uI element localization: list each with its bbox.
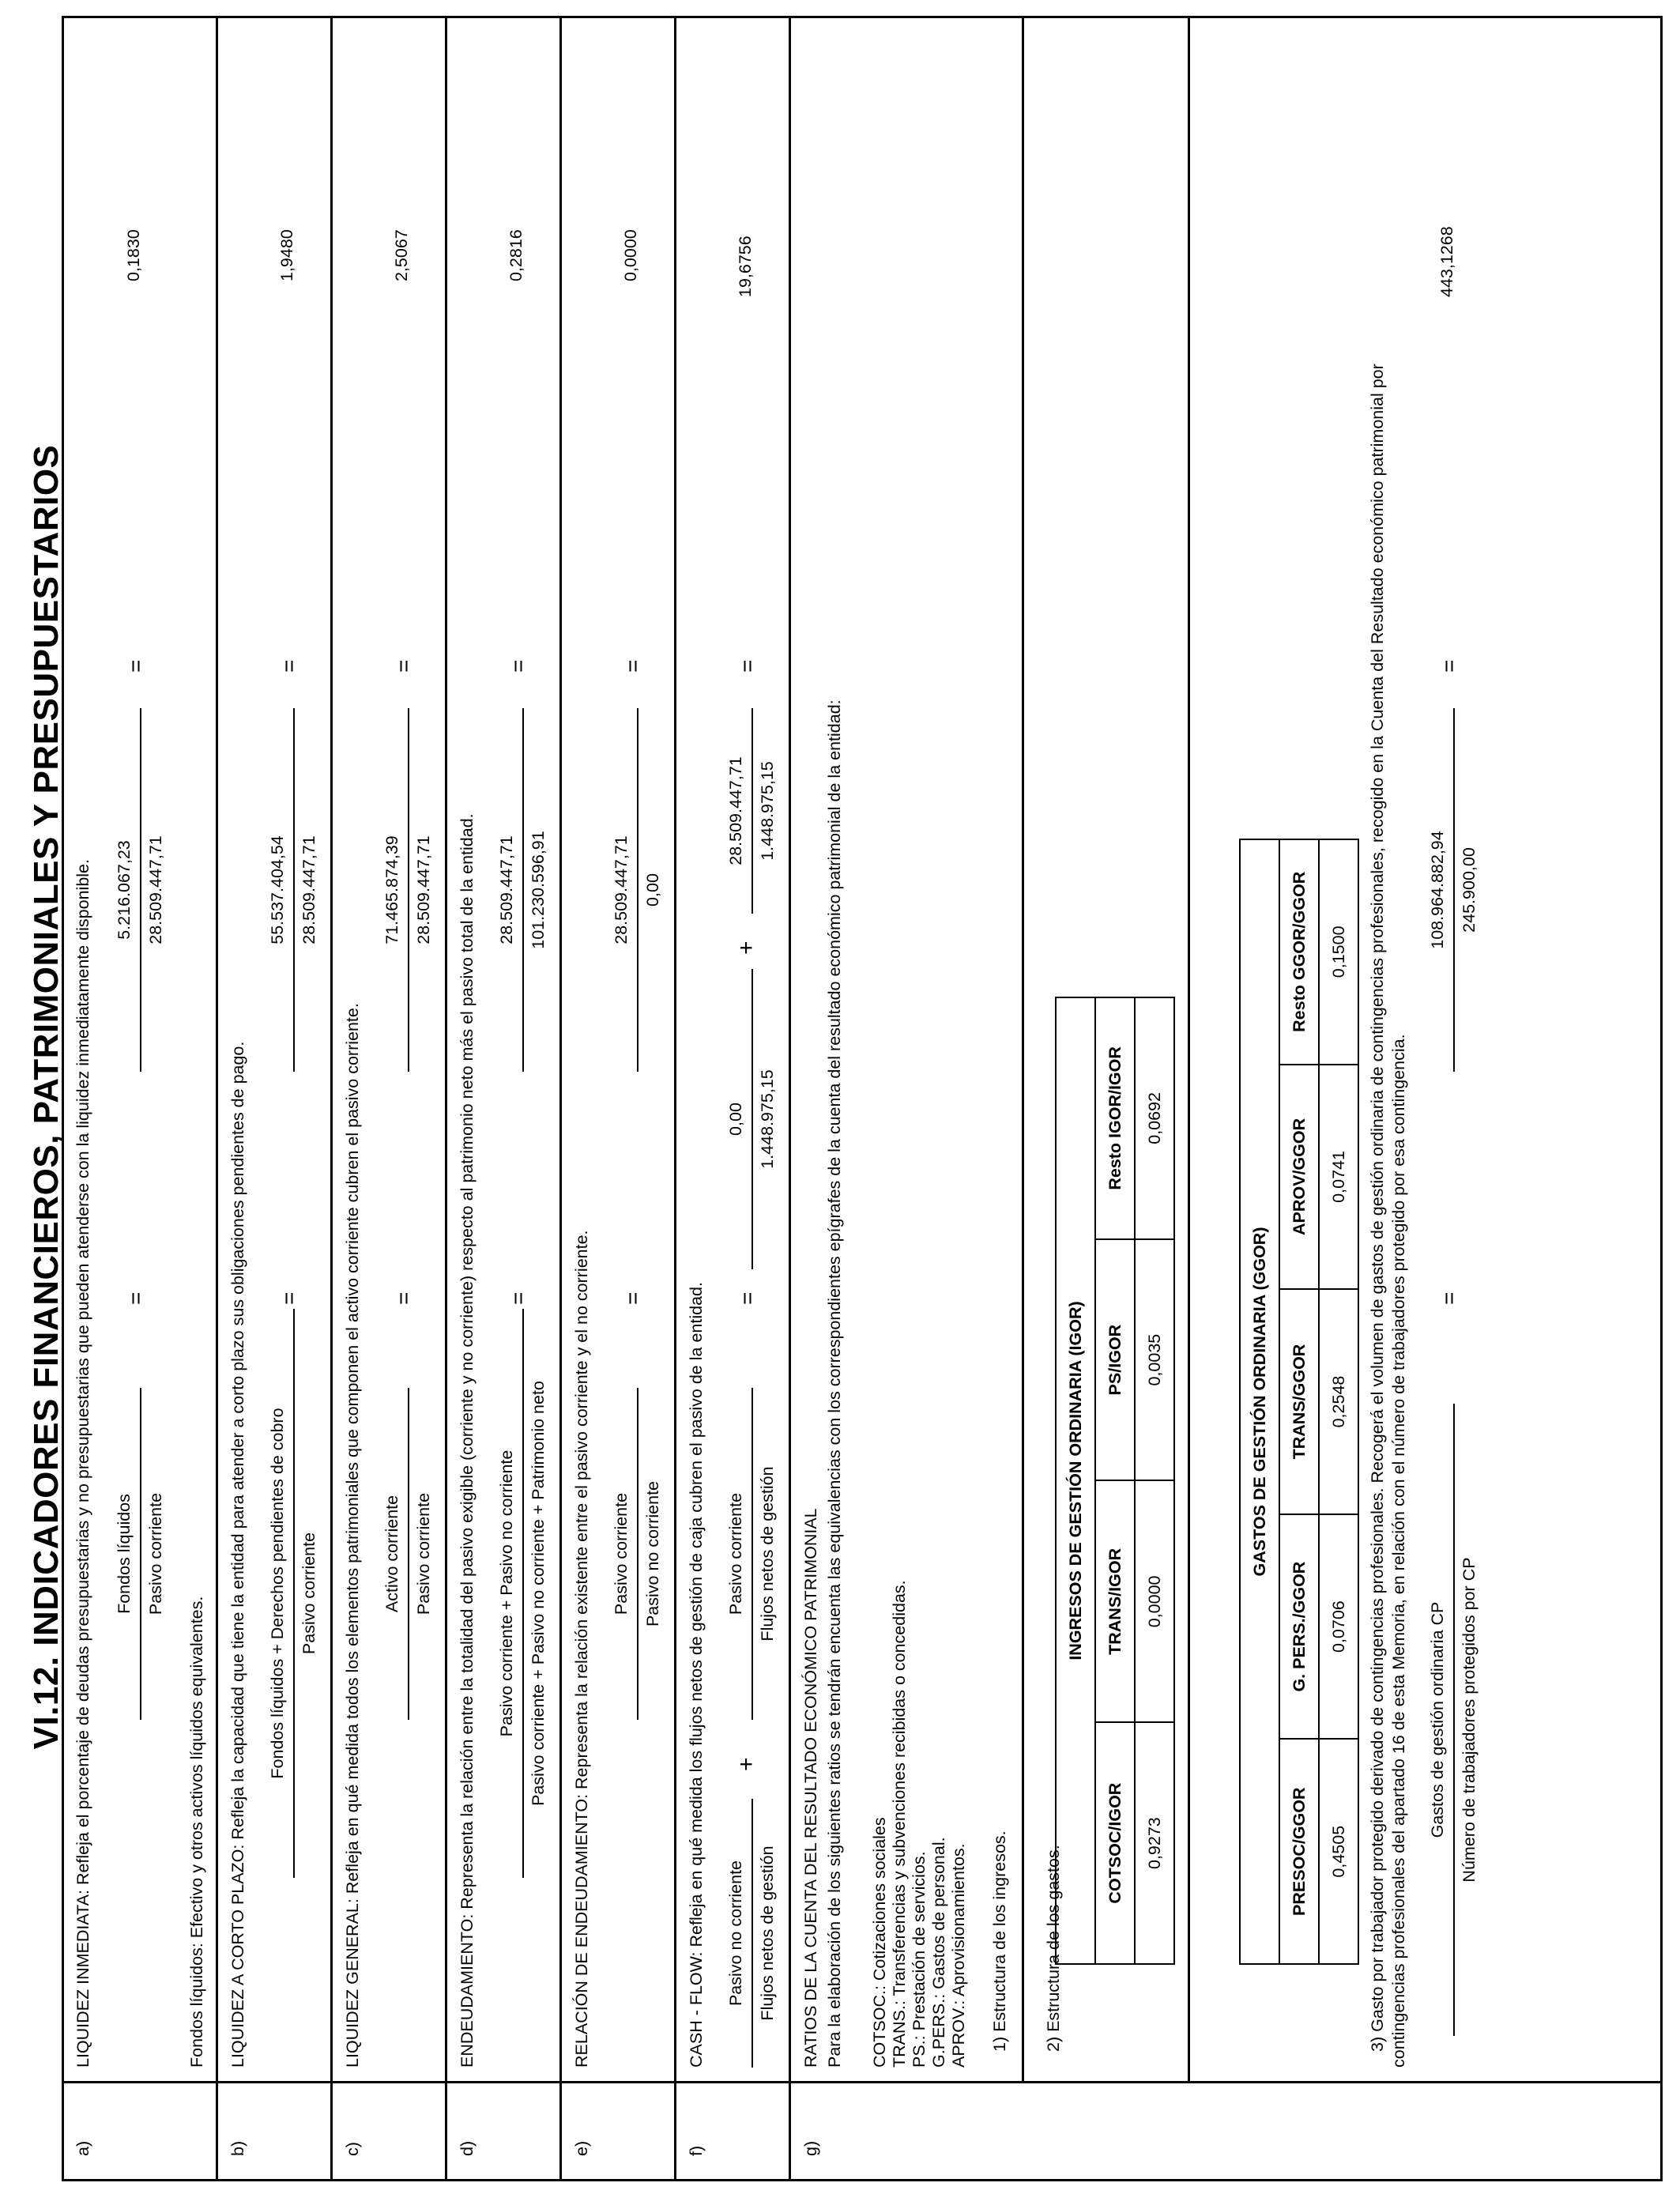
result-value: 0,0000: [621, 229, 640, 281]
fraction-bar: [751, 1388, 753, 1720]
denominator-value: 1.448.975,15: [758, 761, 777, 861]
gastos-col-header: G. PERS./GGOR: [1279, 1514, 1319, 1740]
letter-column-divider: [62, 2081, 1663, 2083]
denominator-label: Flujos netos de gestión: [758, 1845, 777, 2021]
equals-sign: =: [735, 1291, 759, 1305]
fraction-bar: [751, 969, 753, 1269]
legend-item: APROV.: Aprovisionamientos.: [949, 1843, 968, 2068]
equals-sign: =: [391, 1291, 416, 1305]
section-letter: b): [228, 2140, 247, 2156]
section-letter: f): [687, 2145, 706, 2156]
cp-description: 3) Gasto por trabajador protegido derivado de contingencias profesionales. Recogerá el volumen de gastos de gestión ordinaria de contingencias profesionales, recogido en la Cuenta del Resultado económico patrimonial por: [1368, 364, 1387, 2052]
divider-f-g: [789, 16, 791, 2181]
numerator-label: Gastos de gestión ordinaria CP: [1428, 1601, 1447, 1838]
legend-item: COTSOC.: Cotizaciones sociales: [870, 1817, 889, 2068]
result-value: 19,6756: [736, 236, 755, 297]
ingresos-table-title: INGRESOS DE GESTIÓN ORDINARIA (IGOR): [1056, 997, 1095, 1964]
equals-sign: =: [506, 1291, 530, 1305]
plus-sign: +: [733, 941, 759, 955]
fraction-bar: [637, 1388, 638, 1720]
numerator-label: Pasivo corriente + Pasivo no corriente: [497, 1449, 516, 1737]
gastos-label: 2) Estructura de los gastos.: [1044, 1845, 1063, 2052]
divider-d-e: [559, 16, 562, 2181]
numerator-label: Pasivo corriente: [726, 1492, 745, 1615]
equals-sign: =: [1437, 1291, 1461, 1305]
gastos-table: [1239, 839, 1359, 1965]
denominator-label: Número de trabajadores protegidos por CP: [1460, 1557, 1478, 1883]
numerator-label: Fondos líquidos: [115, 1494, 134, 1614]
divider-b-c: [330, 16, 333, 2181]
equals-sign: =: [506, 659, 530, 673]
denominator-value: 245.900,00: [1460, 847, 1478, 933]
section-letter: a): [73, 2140, 92, 2156]
gastos-cell: 0,4505: [1319, 1739, 1358, 1964]
fraction-bar: [293, 708, 295, 1072]
gastos-cell: 0,2548: [1319, 1289, 1358, 1514]
gastos-col-header: PRESOC/GGOR: [1279, 1739, 1319, 1964]
numerator-value: 5.216.067,23: [115, 840, 134, 940]
result-value: 1,9480: [277, 229, 296, 281]
denominator-label: Flujos netos de gestión: [758, 1466, 777, 1642]
denominator-label: Pasivo no corriente: [643, 1480, 662, 1627]
section-heading: RATIOS DE LA CUENTA DEL RESULTADO ECONÓMICO PATRIMONIAL: [801, 1508, 820, 2068]
gastos-col-header: Resto GGOR/GGOR: [1279, 839, 1319, 1065]
denominator-value: 1.448.975,15: [758, 1069, 777, 1169]
result-value: 2,5067: [392, 229, 411, 281]
divider-g1-g2: [1022, 16, 1024, 2083]
section-letter: d): [458, 2140, 477, 2156]
gastos-table-title: GASTOS DE GESTIÓN ORDINARIA (GGOR): [1240, 839, 1279, 1964]
section-letter: g): [801, 2140, 820, 2156]
ingresos-col-header: PS/IGOR: [1095, 1239, 1135, 1481]
section-heading: LIQUIDEZ INMEDIATA: Refleja el porcentaje de deudas presupuestarias y no presupuestarias que pueden atenderse con la liquidez inmediatamente disponible.: [73, 859, 92, 2068]
fraction-bar: [293, 1309, 295, 1878]
denominator-value: 28.509.447,71: [414, 835, 433, 944]
result-value: 0,2816: [507, 229, 525, 281]
section-intro: Para la elaboración de los siguientes ratios se tendrán encuenta las equivalencias con los correspondientes epígrafes de la cuenta del resultado económico patrimonial de la entidad:: [825, 699, 844, 2068]
ingresos-cell: 0,0692: [1135, 997, 1174, 1239]
fraction-bar: [751, 1799, 753, 2068]
equals-sign: =: [735, 659, 759, 673]
denominator-value: 28.509.447,71: [299, 835, 318, 944]
section-letter: e): [572, 2140, 591, 2156]
divider-c-d: [445, 16, 447, 2181]
cp-description-cont: contingencias profesionales del apartado 16 de esta Memoria, en relación con el número de trabajadores protegido por esa contingencia.: [1389, 1034, 1408, 2068]
denominator-label: Pasivo corriente: [299, 1532, 318, 1655]
numerator-label: Activo corriente: [382, 1495, 401, 1613]
numerator-value: 28.509.447,71: [497, 835, 516, 944]
legend-item: G.PERS.: Gastos de personal.: [929, 1837, 948, 2068]
numerator-value: 28.509.447,71: [726, 756, 745, 865]
ingresos-col-header: COTSOC/IGOR: [1095, 1722, 1135, 1964]
fraction-bar: [408, 1388, 409, 1720]
numerator-label: Pasivo no corriente: [726, 1860, 745, 2007]
equals-sign: =: [391, 659, 416, 673]
section-heading: LIQUIDEZ A CORTO PLAZO: Refleja la capacidad que tiene la entidad para atender a corto plazo sus obligaciones pendientes de pago.: [228, 1041, 247, 2068]
numerator-value: 55.537.404,54: [268, 835, 287, 944]
divider-a-b: [216, 16, 218, 2181]
equals-sign: =: [277, 1291, 301, 1305]
fraction-bar: [1453, 708, 1455, 1072]
gastos-cell: 0,1500: [1319, 839, 1358, 1065]
section-heading: RELACIÓN DE ENDEUDAMIENTO: Representa la relación existente entre el pasivo corriente y el no corriente.: [572, 1230, 591, 2068]
ingresos-label: 1) Estructura de los ingresos.: [990, 1830, 1009, 2052]
ingresos-table: [1055, 997, 1175, 1965]
equals-sign: =: [123, 1291, 148, 1305]
ingresos-cell: 0,0000: [1135, 1481, 1174, 1723]
fraction-bar: [140, 1388, 141, 1720]
equals-sign: =: [277, 659, 301, 673]
section-heading: ENDEUDAMIENTO: Representa la relación entre la totalidad del pasivo exigible (corriente y no corriente) respecto al patrimonio neto más el pasivo total de la entidad.: [458, 813, 477, 2068]
page-title: VI.12. INDICADORES FINANCIEROS, PATRIMONIALES Y PRESUPUESTARIOS: [27, 444, 66, 1750]
denominator-label: Pasivo corriente: [414, 1492, 433, 1615]
ingresos-col-header: Resto IGOR/IGOR: [1095, 997, 1135, 1239]
ingresos-cell: 0,0035: [1135, 1239, 1174, 1481]
result-value: 443,1268: [1437, 226, 1456, 297]
equals-sign: =: [1437, 659, 1461, 673]
numerator-value: 108.964.882,94: [1428, 831, 1447, 949]
equals-sign: =: [123, 659, 148, 673]
equals-sign: =: [620, 1291, 645, 1305]
equals-sign: =: [620, 659, 645, 673]
section-heading: LIQUIDEZ GENERAL: Refleja en qué medida todos los elementos patrimoniales que componen el activo corriente cubren el pasivo corriente.: [343, 1003, 362, 2068]
numerator-value: 0,00: [726, 1103, 745, 1136]
divider-e-f: [674, 16, 676, 2181]
gastos-col-header: APROV/GGOR: [1279, 1065, 1319, 1290]
denominator-label: Pasivo corriente + Pasivo no corriente + Patrimonio neto: [529, 1381, 548, 1806]
legend-item: TRANS.: Transferencias y subvenciones recibidas o concedidas.: [890, 1580, 909, 2068]
result-value: 0,1830: [124, 229, 143, 281]
legend-item: PS.: Prestación de servicios.: [910, 1851, 929, 2068]
denominator-value: 0,00: [643, 873, 662, 907]
numerator-label: Pasivo corriente: [612, 1492, 631, 1615]
divider-g2-g3: [1188, 16, 1190, 2083]
numerator-label: Fondos líquidos + Derechos pendientes de cobro: [268, 1408, 287, 1779]
plus-sign: +: [733, 1757, 759, 1771]
denominator-value: 28.509.447,71: [146, 835, 165, 944]
fraction-bar: [522, 708, 524, 1072]
note: Fondos líquidos: Efectivo y otros activos líquidos equivalentes.: [187, 1596, 206, 2068]
denominator-label: Pasivo corriente: [146, 1492, 165, 1615]
section-letter: c): [343, 2142, 362, 2156]
fraction-bar: [408, 708, 409, 1072]
numerator-value: 28.509.447,71: [612, 835, 631, 944]
fraction-bar: [1453, 1404, 1455, 2036]
numerator-value: 71.465.874,39: [382, 835, 401, 944]
fraction-bar: [637, 708, 638, 1072]
ingresos-cell: 0,9273: [1135, 1722, 1174, 1964]
fraction-bar: [522, 1309, 524, 1878]
fraction-bar: [140, 708, 141, 1072]
gastos-col-header: TRANS/GGOR: [1279, 1289, 1319, 1514]
gastos-cell: 0,0706: [1319, 1514, 1358, 1740]
gastos-cell: 0,0741: [1319, 1065, 1358, 1290]
ingresos-col-header: TRANS/IGOR: [1095, 1481, 1135, 1723]
denominator-value: 101.230.596,91: [529, 831, 548, 949]
section-heading: CASH - FLOW: Refleja en qué medida los flujos netos de gestión de caja cubren el pasivo de la entidad.: [687, 1282, 706, 2068]
fraction-bar: [751, 708, 753, 914]
